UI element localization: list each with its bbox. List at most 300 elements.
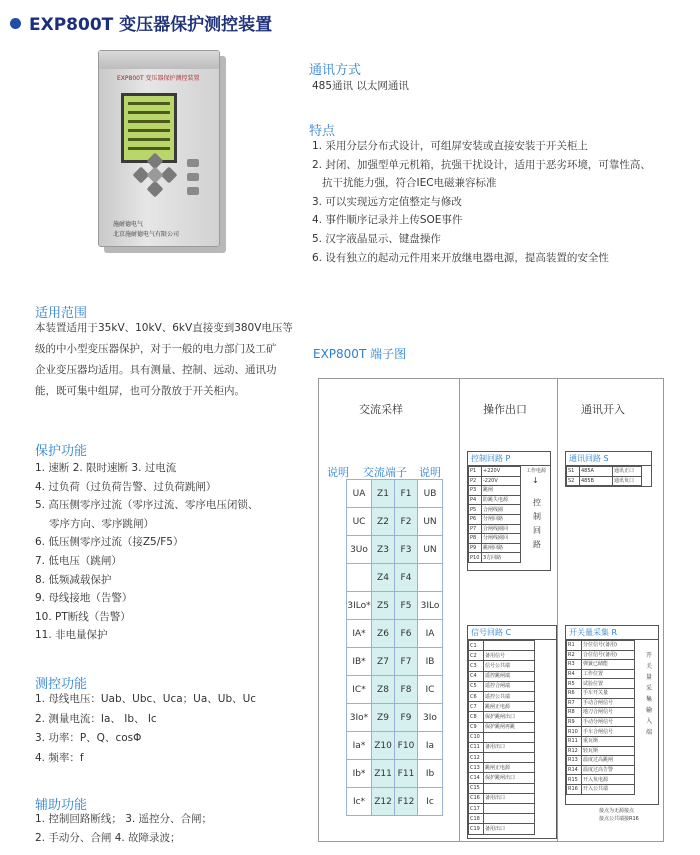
table-cell: R15 <box>567 775 582 785</box>
terminal-f: F4 <box>395 564 418 592</box>
scope-heading: 适用范围 <box>35 306 88 321</box>
terminal-z: Z2 <box>372 508 395 536</box>
sub-left: 说明 <box>327 466 349 479</box>
table-cell: R5 <box>567 679 582 689</box>
table-cell: 分闸线圈回 <box>482 534 521 544</box>
protection-line: 4. 过负荷（过负荷告警、过负荷跳闸） <box>35 480 217 493</box>
table-cell: R1 <box>567 641 582 651</box>
device-lcd <box>121 93 177 163</box>
features-line: 1. 采用分层分布式设计，可组屏安装或直接安装于开关柜上 <box>312 140 588 152</box>
table-cell: C7 <box>469 702 484 712</box>
table-cell: C17 <box>469 804 484 814</box>
scope-line: 企业变压器均适用。具有测量、控制、远动、通讯功 <box>35 364 277 376</box>
protection-line: 1. 速断 2. 限时速断 3. 过电流 <box>35 462 177 474</box>
vertical-char: 开 <box>645 652 652 659</box>
protection-line: 9. 母线接地（告警） <box>35 592 133 605</box>
terminal-desc: Ic* <box>347 788 372 816</box>
terminal-desc: IB <box>418 648 443 676</box>
table-cell: S1 <box>567 467 580 477</box>
vertical-char: 路 <box>533 540 541 549</box>
table-row <box>469 783 535 793</box>
table-row <box>347 592 443 620</box>
table-cell: C14 <box>469 773 484 783</box>
vertical-char: 端 <box>645 729 652 736</box>
box-c-title <box>468 626 556 640</box>
table-cell: P4 <box>469 495 482 505</box>
col-op-header: 操作出口 <box>483 403 527 416</box>
table-row <box>469 505 521 515</box>
protection-line: 8. 低频减载保护 <box>35 573 112 586</box>
table-cell: C4 <box>469 671 484 681</box>
terminal-z: Z9 <box>372 704 395 732</box>
table-row <box>347 620 443 648</box>
terminal-desc: IC* <box>347 676 372 704</box>
terminal-desc <box>418 564 443 592</box>
table-cell: 备用出口 <box>484 824 535 834</box>
terminal-f: F6 <box>395 620 418 648</box>
terminal-f: F1 <box>395 480 418 508</box>
page-title <box>10 10 272 35</box>
table-cell <box>484 732 535 742</box>
table-cell: C19 <box>469 824 484 834</box>
table-row <box>469 553 521 563</box>
table-row <box>469 467 521 477</box>
table-cell: 保护跳闸再跳 <box>484 722 535 732</box>
terminal-desc <box>347 564 372 592</box>
terminal-z: Z3 <box>372 536 395 564</box>
protection-line: 11. 非电量保护 <box>35 629 108 642</box>
features-heading: 特点 <box>309 124 336 139</box>
terminal-desc: 3ILo* <box>347 592 372 620</box>
terminal-z: Z6 <box>372 620 395 648</box>
features-line: 4. 事件顺序记录并上传SOE事件 <box>312 214 463 227</box>
vertical-char: 入 <box>645 718 652 725</box>
table-row <box>469 814 535 824</box>
features-line: 3. 可以实现远方定值整定与修改 <box>312 195 462 208</box>
table-cell: 开入负电源 <box>582 775 635 785</box>
table-cell: 轻瓦斯 <box>582 746 635 756</box>
table-row <box>567 679 635 689</box>
table-cell: R9 <box>567 717 582 727</box>
table-row <box>567 650 635 660</box>
vertical-char: 采 <box>645 685 652 692</box>
table-cell <box>484 814 535 824</box>
terminal-desc: UA <box>347 480 372 508</box>
protection-line: 6. 低压侧零序过流（接Z5/F5） <box>35 536 184 549</box>
vertical-char: 量 <box>645 674 652 681</box>
terminal-desc: Ib* <box>347 760 372 788</box>
box-r-title <box>566 626 658 640</box>
table-cell: 合闸线圈回 <box>482 524 521 534</box>
table-row <box>567 669 635 679</box>
table-cell: R16 <box>567 784 582 794</box>
table-cell: 3方回路 <box>482 553 521 563</box>
box-r-table <box>566 640 635 795</box>
protection-heading: 保护功能 <box>35 444 88 459</box>
table-cell: R8 <box>567 708 582 718</box>
terminal-desc: 3Io* <box>347 704 372 732</box>
terminal-desc: Ia* <box>347 732 372 760</box>
measure-list <box>35 690 256 768</box>
terminal-desc: IC <box>418 676 443 704</box>
table-cell: R4 <box>567 669 582 679</box>
table-row <box>347 676 443 704</box>
table-row <box>469 661 535 671</box>
features-line: 6. 设有独立的起动元件用来开放继电器电源，提高装置的安全性 <box>312 251 609 264</box>
table-row <box>347 760 443 788</box>
table-cell: 保护跳闸出口 <box>484 773 535 783</box>
device-button <box>187 187 199 195</box>
vertical-char: 控 <box>533 498 541 507</box>
page-title-text: EXP800T 变压器保护测控装置 <box>29 15 273 35</box>
table-cell: 温度过高跳闸 <box>582 756 635 766</box>
table-cell: P3 <box>469 486 482 496</box>
table-cell: 手动合闸信号 <box>582 698 635 708</box>
divider <box>557 379 558 841</box>
table-cell: 遥控合闸端 <box>484 681 535 691</box>
table-cell: P7 <box>469 524 482 534</box>
features-list <box>312 137 651 267</box>
terminal-z: Z4 <box>372 564 395 592</box>
box-input-collect <box>565 625 659 805</box>
table-cell: C3 <box>469 661 484 671</box>
table-cell: 工作位置 <box>582 669 635 679</box>
table-row <box>347 648 443 676</box>
protection-line: 5. 高压侧零序过流（零序过流、零序电压闭锁、 <box>35 499 259 512</box>
box-s-title <box>566 452 651 466</box>
measure-line: 1. 母线电压：Uab、Ubc、Uca；Ua、Ub、Uc <box>35 693 257 705</box>
table-cell: 分闸回路 <box>482 514 521 524</box>
table-cell: -220V <box>482 476 521 486</box>
vertical-char: 输 <box>645 707 652 714</box>
vertical-char: 制 <box>533 512 541 521</box>
table-cell: C16 <box>469 793 484 803</box>
table-cell: 手车合闸信号 <box>582 727 635 737</box>
terminal-f: F12 <box>395 788 418 816</box>
device-label-2: 北京施耐德电气有限公司 <box>113 231 180 238</box>
box-p-table <box>468 466 521 563</box>
table-row <box>469 524 521 534</box>
table-row <box>469 534 521 544</box>
table-row <box>567 756 635 766</box>
box-s-table <box>566 466 642 486</box>
table-row <box>567 688 635 698</box>
protection-list <box>35 459 258 645</box>
table-row <box>567 746 635 756</box>
table-cell: 保护跳闸出口 <box>484 712 535 722</box>
table-row <box>347 704 443 732</box>
scope-line: 本装置适用于35kV、10kV、6kV直接变到380V电压等 <box>35 322 293 334</box>
terminal-f: F11 <box>395 760 418 788</box>
terminal-desc: UB <box>418 480 443 508</box>
vertical-char: 关 <box>645 663 652 670</box>
terminal-desc: UN <box>418 508 443 536</box>
table-cell: 分位信号(备用) <box>582 641 635 651</box>
table-cell: 遥控跳闸端 <box>484 671 535 681</box>
table-row <box>469 763 535 773</box>
table-row <box>567 476 642 486</box>
table-cell: +220V <box>482 467 521 477</box>
table-cell: 弹簧已储能 <box>582 660 635 670</box>
table-cell <box>484 641 535 651</box>
table-cell: 合闸线圈 <box>482 505 521 515</box>
table-cell: C12 <box>469 753 484 763</box>
scope-line: 能，既可集中组屏，也可分散放于开关柜内。 <box>35 385 245 397</box>
device-brand-text: EXP800T 变压器保护测控装置 <box>117 75 200 82</box>
table-cell: R12 <box>567 746 582 756</box>
box-r-side-v <box>644 650 654 738</box>
table-cell: R3 <box>567 660 582 670</box>
table-row <box>347 480 443 508</box>
divider <box>459 379 460 841</box>
table-row <box>469 476 521 486</box>
table-row <box>567 660 635 670</box>
measure-line: 3. 功率：P、Q、cosΦ <box>35 732 142 744</box>
table-cell: 通讯负口 <box>613 476 642 486</box>
box-c-title-text: 信号回路 C <box>471 628 512 637</box>
box-p-side-top: 工作电源 <box>526 468 547 474</box>
features-line: 2. 封闭、加强型单元机箱，抗强干扰设计，适用于恶劣环境，可靠性高、 <box>312 158 651 171</box>
table-cell: 备用出口 <box>484 742 535 752</box>
table-cell: C15 <box>469 783 484 793</box>
table-row <box>469 702 535 712</box>
features-line: 5. 汉字液晶显示、键盘操作 <box>312 232 441 245</box>
terminal-z: Z8 <box>372 676 395 704</box>
table-row <box>347 788 443 816</box>
table-cell: C5 <box>469 681 484 691</box>
table-row <box>347 536 443 564</box>
terminal-f: F9 <box>395 704 418 732</box>
table-cell: S2 <box>567 476 580 486</box>
box-r-note-1: 接点为无源接点 <box>599 808 635 814</box>
features-line: 抗干扰能力强，符合IEC电磁兼容标准 <box>322 177 497 190</box>
device-button <box>187 159 199 167</box>
table-row <box>469 681 535 691</box>
keypad-center-icon <box>147 167 164 184</box>
terminal-desc: 3Uo <box>347 536 372 564</box>
measure-line: 2. 测量电流：Ia、 Ib、 Ic <box>35 712 157 725</box>
table-row <box>347 564 443 592</box>
terminal-f: F2 <box>395 508 418 536</box>
table-cell: R10 <box>567 727 582 737</box>
table-row <box>469 543 521 553</box>
comm-text: 485通讯 以太网通讯 <box>312 80 409 92</box>
table-row <box>469 742 535 752</box>
box-s-title-text: 通讯回路 S <box>569 454 609 463</box>
table-cell: C10 <box>469 732 484 742</box>
table-cell: 温度过高告警 <box>582 765 635 775</box>
box-p-side-v <box>532 496 542 552</box>
table-row <box>469 651 535 661</box>
box-p-title <box>468 452 550 466</box>
table-cell: C8 <box>469 712 484 722</box>
table-cell: 跳闸回路 <box>482 543 521 553</box>
terminal-diagram <box>318 378 664 842</box>
terminal-desc: 3Io <box>418 704 443 732</box>
vertical-char: 回 <box>533 526 541 535</box>
aux-heading: 辅助功能 <box>35 798 88 813</box>
table-cell: 通讯正口 <box>613 467 642 477</box>
table-cell: 合位信号(备用) <box>582 650 635 660</box>
terminal-desc: IB* <box>347 648 372 676</box>
table-cell: 跳闸正电源 <box>484 702 535 712</box>
table-cell: C11 <box>469 742 484 752</box>
table-cell: C1 <box>469 641 484 651</box>
table-row <box>567 727 635 737</box>
table-cell: 手动分闸信号 <box>582 717 635 727</box>
table-cell: P5 <box>469 505 482 515</box>
aux-line: 1. 控制回路断线； 3. 遥控分、合闸； <box>35 813 213 825</box>
table-row <box>469 691 535 701</box>
comm-heading: 通讯方式 <box>309 63 362 78</box>
table-row <box>469 722 535 732</box>
table-cell: R6 <box>567 688 582 698</box>
terminal-f: F3 <box>395 536 418 564</box>
table-row <box>567 698 635 708</box>
table-cell: 地刀合闸信号 <box>582 708 635 718</box>
device-photo <box>98 50 220 247</box>
box-r-title-text: 开关量采集 R <box>569 628 618 637</box>
table-row <box>347 508 443 536</box>
box-r-note-2: 接点公共端接R16 <box>599 816 639 822</box>
table-row <box>469 712 535 722</box>
table-row <box>469 804 535 814</box>
table-row <box>567 736 635 746</box>
terminal-z: Z5 <box>372 592 395 620</box>
table-cell: 485A <box>580 467 613 477</box>
table-row <box>469 753 535 763</box>
col-comm-header: 通讯开入 <box>581 403 625 416</box>
bullet-icon <box>10 18 21 29</box>
table-row <box>567 641 635 651</box>
terminal-z: Z10 <box>372 732 395 760</box>
box-p-title-text: 控制回路 P <box>471 454 511 463</box>
terminal-f: F5 <box>395 592 418 620</box>
terminal-desc: Ic <box>418 788 443 816</box>
table-cell: R7 <box>567 698 582 708</box>
table-cell: R11 <box>567 736 582 746</box>
terminal-z: Z1 <box>372 480 395 508</box>
table-cell: 防跳失电源 <box>482 495 521 505</box>
table-cell: P2 <box>469 476 482 486</box>
table-cell: P6 <box>469 514 482 524</box>
device-top <box>99 51 219 69</box>
scope-line: 级的中小型变压器保护，对于一般的电力部门及工矿 <box>35 343 277 355</box>
table-row <box>469 793 535 803</box>
table-cell: C9 <box>469 722 484 732</box>
table-cell: 手车开关量 <box>582 688 635 698</box>
table-row <box>567 784 635 794</box>
terminal-desc: Ib <box>418 760 443 788</box>
box-signal-circuit <box>467 625 557 839</box>
table-cell: C6 <box>469 691 484 701</box>
terminal-desc: Ia <box>418 732 443 760</box>
box-control-circuit <box>467 451 551 571</box>
table-cell: 开入公共端 <box>582 784 635 794</box>
table-cell: 备用出口 <box>484 793 535 803</box>
table-row <box>469 514 521 524</box>
vertical-char: 集 <box>645 696 652 703</box>
aux-list <box>35 810 212 848</box>
table-cell: R2 <box>567 650 582 660</box>
device-button <box>187 173 199 181</box>
table-row <box>347 732 443 760</box>
protection-line: 零序方向、零序跳闸） <box>49 517 154 530</box>
table-row <box>567 467 642 477</box>
measure-line: 4. 频率：f <box>35 751 84 764</box>
table-row <box>567 775 635 785</box>
table-row <box>469 671 535 681</box>
terminal-z: Z12 <box>372 788 395 816</box>
terminal-z: Z7 <box>372 648 395 676</box>
table-cell: 跳闸 <box>482 486 521 496</box>
protection-line: 10. PT断线（告警） <box>35 610 131 623</box>
table-cell: R14 <box>567 765 582 775</box>
terminal-f: F10 <box>395 732 418 760</box>
terminal-heading: EXP800T 端子图 <box>313 347 407 361</box>
sub-mid: 交流端子 <box>363 466 407 479</box>
terminal-desc: UN <box>418 536 443 564</box>
table-cell: P9 <box>469 543 482 553</box>
table-cell: 试验位置 <box>582 679 635 689</box>
table-row <box>469 732 535 742</box>
col-ac-header: 交流采样 <box>359 403 403 416</box>
terminal-f: F8 <box>395 676 418 704</box>
sub-right: 说明 <box>419 466 441 479</box>
table-row <box>469 824 535 834</box>
table-cell <box>484 783 535 793</box>
protection-line: 7. 低电压（跳闸） <box>35 554 122 567</box>
table-cell <box>484 804 535 814</box>
table-cell: P1 <box>469 467 482 477</box>
table-cell: C2 <box>469 651 484 661</box>
terminal-desc: UC <box>347 508 372 536</box>
terminal-desc: IA* <box>347 620 372 648</box>
table-row <box>567 765 635 775</box>
table-cell: 遥控公共端 <box>484 691 535 701</box>
table-cell: 重瓦斯 <box>582 736 635 746</box>
table-row <box>469 773 535 783</box>
table-cell <box>484 753 535 763</box>
table-row <box>567 708 635 718</box>
table-row <box>469 641 535 651</box>
terminal-f: F7 <box>395 648 418 676</box>
table-cell: 备用信号 <box>484 651 535 661</box>
table-cell: P10 <box>469 553 482 563</box>
table-cell: 跳闸正电源 <box>484 763 535 773</box>
table-cell: 485B <box>580 476 613 486</box>
ac-terminal-table <box>346 479 443 816</box>
measure-heading: 测控功能 <box>35 677 88 692</box>
table-row <box>469 486 521 496</box>
table-cell: 信号公共端 <box>484 661 535 671</box>
table-cell: C13 <box>469 763 484 773</box>
box-comm-circuit <box>565 451 652 487</box>
device-label-1: 施耐德电气 <box>113 221 144 228</box>
table-cell: R13 <box>567 756 582 766</box>
terminal-desc: IA <box>418 620 443 648</box>
table-row <box>469 495 521 505</box>
scope-text <box>35 318 293 402</box>
box-c-table <box>468 640 535 835</box>
terminal-desc: 3ILo <box>418 592 443 620</box>
box-p-side-arrow: ↓ <box>532 476 539 485</box>
terminal-z: Z11 <box>372 760 395 788</box>
table-cell: C18 <box>469 814 484 824</box>
aux-line: 2. 手动分、合闸 4. 故障录波； <box>35 832 181 844</box>
table-cell: P8 <box>469 534 482 544</box>
table-row <box>567 717 635 727</box>
